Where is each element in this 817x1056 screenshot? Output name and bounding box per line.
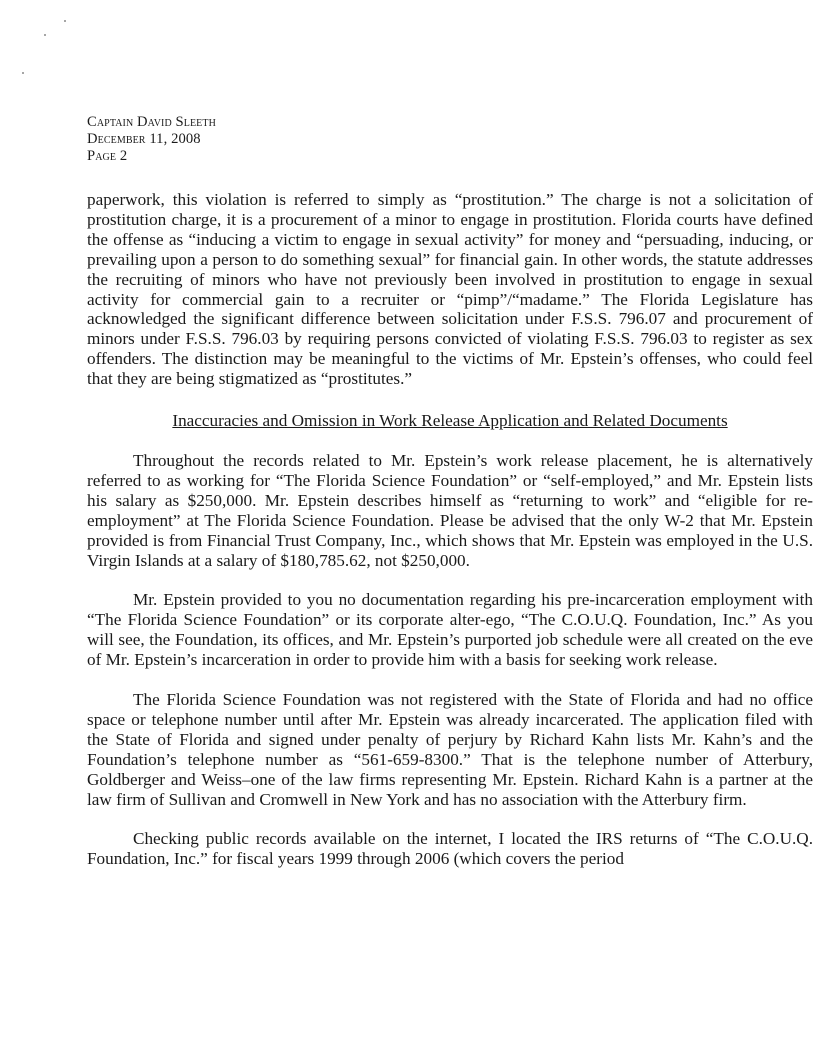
letter-body [87, 190, 813, 889]
paragraph-no-documentation: Mr. Epstein provided to you no documentation regarding his pre-incarceration employment with “The Florida Science Foundation” or its corporate alter-ego, “The C.O.U.Q. Foundation, Inc.” As you will see, the Foundation, its offices, and Mr. Epstein’s purported job schedule were all created on the eve of Mr. Epstein’s incarceration in order to provide him with a basis for seeking work release. [87, 590, 813, 670]
scan-speck [22, 72, 24, 74]
letter-header [87, 114, 216, 165]
scan-speck [44, 34, 46, 36]
scan-speck [64, 20, 66, 22]
paragraph-employment-records: Throughout the records related to Mr. Epstein’s work release placement, he is alternatively referred to as working for “The Florida Science Foundation” or “self-employed,” and Mr. Epstein lists his salary as $250,000. Mr. Epstein describes himself as “returning to work” and “eligible for re-employment” at The Florida Science Foundation. Please be advised that the only W-2 that Mr. Epstein provided is from Financial Trust Company, Inc., which shows that Mr. Epstein was employed in the U.S. Virgin Islands at a salary of $180,785.62, not $250,000. [87, 450, 813, 570]
paragraph-irs-returns: Checking public records available on the internet, I located the IRS returns of “The C.O.U.Q. Foundation, Inc.” for fiscal years 1999 through 2006 (which covers the period [87, 829, 813, 869]
header-page-number: Page 2 [87, 148, 128, 164]
header-date: December 11, 2008 [87, 131, 201, 147]
paragraph-foundation-registration: The Florida Science Foundation was not registered with the State of Florida and had no office space or telephone number until after Mr. Epstein was already incarcerated. The application filed with the State of Florida and signed under penalty of perjury by Richard Kahn lists Mr. Kahn’s and the Foundation’s telephone number as “561-659-8300.” That is the telephone number of Atterbury, Goldberger and Weiss–one of the law firms representing Mr. Epstein. Richard Kahn is a partner at the law firm of Sullivan and Cromwell in New York and has no association with the Atterbury firm. [87, 690, 813, 809]
section-heading: Inaccuracies and Omission in Work Release Application and Related Documents [172, 411, 728, 431]
header-recipient: Captain David Sleeth [87, 114, 216, 130]
paragraph-prostitution-charge: paperwork, this violation is referred to simply as “prostitution.” The charge is not a solicitation of prostitution charge, it is a procurement of a minor to engage in prostitution. Florida courts have defined the offense as “inducing a victim to engage in sexual activity” for money and “persuading, inducing, or prevailing upon a person to do something sexual” for financial gain. In other words, the statute addresses the recruiting of minors who have not previously been involved in prostitution to engage in sexual activity for commercial gain to a recruiter or “pimp”/“madame.” The Florida Legislature has acknowledged the significant difference between solicitation under F.S.S. 796.07 and procurement of minors under F.S.S. 796.03 by requiring persons convicted of violating F.S.S. 796.03 to register as sex offenders. The distinction may be meaningful to the victims of Mr. Epstein’s offenses, who could feel that they are being stigmatized as “prostitutes.” [87, 190, 813, 389]
